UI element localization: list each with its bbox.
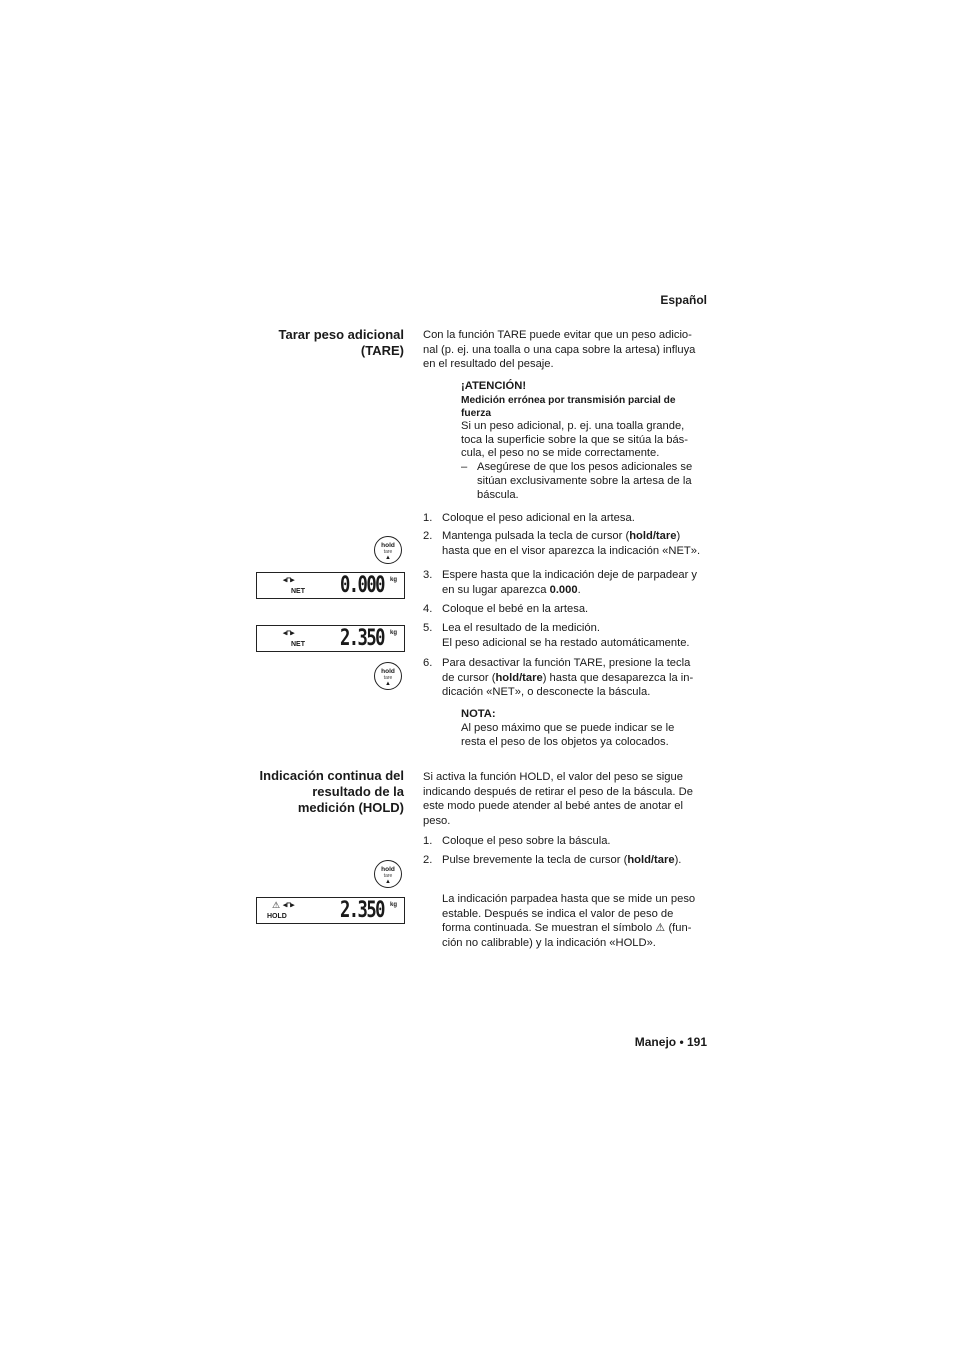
warning-subheading: fuerza <box>461 407 492 419</box>
section-title-line: medición (HOLD) <box>297 800 404 815</box>
step-2 <box>423 529 711 558</box>
text-line: forma continuada. Se muestran el símbolo ⚠ (fun- <box>442 922 692 935</box>
display-value: 2.350 <box>340 898 384 923</box>
display-unit: kg <box>390 630 398 636</box>
display-label: HOLD <box>267 913 287 920</box>
display-label: NET <box>291 588 305 595</box>
step-text: Coloque el bebé en la artesa. <box>442 603 589 615</box>
hold-intro <box>423 770 711 828</box>
text-line: resta el peso de los objetos ya colocados. <box>461 735 669 748</box>
scale-display <box>256 625 405 652</box>
text-line: cula, el peso no se mide correctamente. <box>461 447 660 460</box>
text-line: báscula. <box>477 488 519 501</box>
display-value: 0.000 <box>340 573 384 598</box>
warning-subheading: Medición errónea por transmisión parcial de <box>461 394 676 406</box>
warning-box <box>461 380 711 503</box>
step-5 <box>423 621 711 650</box>
step-text: Lea el resultado de la medición. El peso adicional se ha restado automáticamente. <box>442 622 690 649</box>
hold-result <box>442 892 712 950</box>
step-number: 2. <box>423 530 433 542</box>
display-unit: kg <box>390 902 398 908</box>
step-4 <box>423 602 711 617</box>
section-title-line: Indicación continua del <box>259 768 404 783</box>
text-line: sitúan exclusivamente sobre la artesa de la <box>477 474 692 487</box>
text-line: este modo puede atender al bebé antes de anotar el <box>423 800 683 813</box>
text-line: Asegúrese de que los pesos adicionales se <box>477 461 693 474</box>
step-3 <box>423 568 711 597</box>
warning-bullet <box>461 461 711 502</box>
stable-indicator-icon: ◂⊓▸ <box>283 630 294 637</box>
text-line: La indicación parpadea hasta que se mide un peso <box>442 893 696 905</box>
display-value: 2.350 <box>340 626 384 651</box>
hold-step-2 <box>423 853 711 868</box>
dash-marker: – <box>461 461 468 474</box>
warning-heading: ¡ATENCIÓN! <box>461 380 527 392</box>
section-title-tare <box>214 327 404 359</box>
text-line: nal (p. ej. una toalla o una capa sobre la artesa) influya <box>423 343 696 356</box>
tare-intro <box>423 328 711 372</box>
step-text: Coloque el peso adicional en la artesa. <box>442 512 635 524</box>
text-line: toca la superficie sobre la que se sitúa la bás- <box>461 433 688 446</box>
step-1 <box>423 511 711 526</box>
page-footer: Manejo • 191 <box>634 1035 707 1049</box>
warning-icon: ⚠ <box>655 922 666 935</box>
text-line: peso. <box>423 814 451 827</box>
step-number: 5. <box>423 622 433 634</box>
step-6 <box>423 656 711 700</box>
hold-tare-key-icon: hold tare ▲ <box>374 662 402 690</box>
text-line: en el resultado del pesaje. <box>423 358 554 371</box>
stable-indicator-icon: ◂⊓▸ <box>283 902 294 909</box>
section-title-hold <box>214 768 404 816</box>
text-line: ción no calibrable) y la indicación «HOLD». <box>442 936 656 949</box>
warning-icon: ⚠ <box>272 900 281 910</box>
hold-step-1 <box>423 834 711 849</box>
step-text: Pulse brevemente la tecla de cursor (hold/tare). <box>442 854 682 866</box>
text-line: Si un peso adicional, p. ej. una toalla grande, <box>461 419 685 432</box>
note-box <box>461 708 711 749</box>
hold-tare-key-icon: hold tare ▲ <box>374 860 402 888</box>
scale-display <box>256 572 405 599</box>
step-number: 1. <box>423 512 433 524</box>
display-label: NET <box>291 641 305 648</box>
text-line: Si activa la función HOLD, el valor del peso se sigue <box>423 771 683 783</box>
step-number: 3. <box>423 569 433 581</box>
hold-tare-key-icon: hold tare ▲ <box>374 536 402 564</box>
text-line: Con la función TARE puede evitar que un peso adicio- <box>423 329 692 341</box>
scale-display <box>256 897 405 924</box>
step-text: Para desactivar la función TARE, presione la tecla de cursor (hold/tare) hasta que desaparezca la in- dicación «NET», o desconecte la báscula. <box>442 657 694 699</box>
note-heading: NOTA: <box>461 708 496 720</box>
text-line: indicando después de retirar el peso de la báscula. De <box>423 785 693 798</box>
step-number: 4. <box>423 603 433 615</box>
text-line: Al peso máximo que se puede indicar se le <box>461 721 675 734</box>
step-number: 1. <box>423 835 433 847</box>
section-title-line: (TARE) <box>360 343 404 358</box>
text-line: estable. Después se indica el valor de peso de <box>442 907 674 920</box>
display-unit: kg <box>390 577 398 583</box>
section-title-line: resultado de la <box>312 784 404 799</box>
step-text: Espere hasta que la indicación deje de parpadear y en su lugar aparezca 0.000. <box>442 569 698 596</box>
step-text: Mantenga pulsada la tecla de cursor (hold/tare) hasta que en el visor aparezca la indicación «NET». <box>442 530 701 557</box>
language-label: Español <box>660 293 707 307</box>
step-number: 6. <box>423 657 433 669</box>
step-number: 2. <box>423 854 433 866</box>
section-title-line: Tarar peso adicional <box>278 327 404 342</box>
stable-indicator-icon: ◂⊓▸ <box>283 577 294 584</box>
step-text: Coloque el peso sobre la báscula. <box>442 835 611 847</box>
